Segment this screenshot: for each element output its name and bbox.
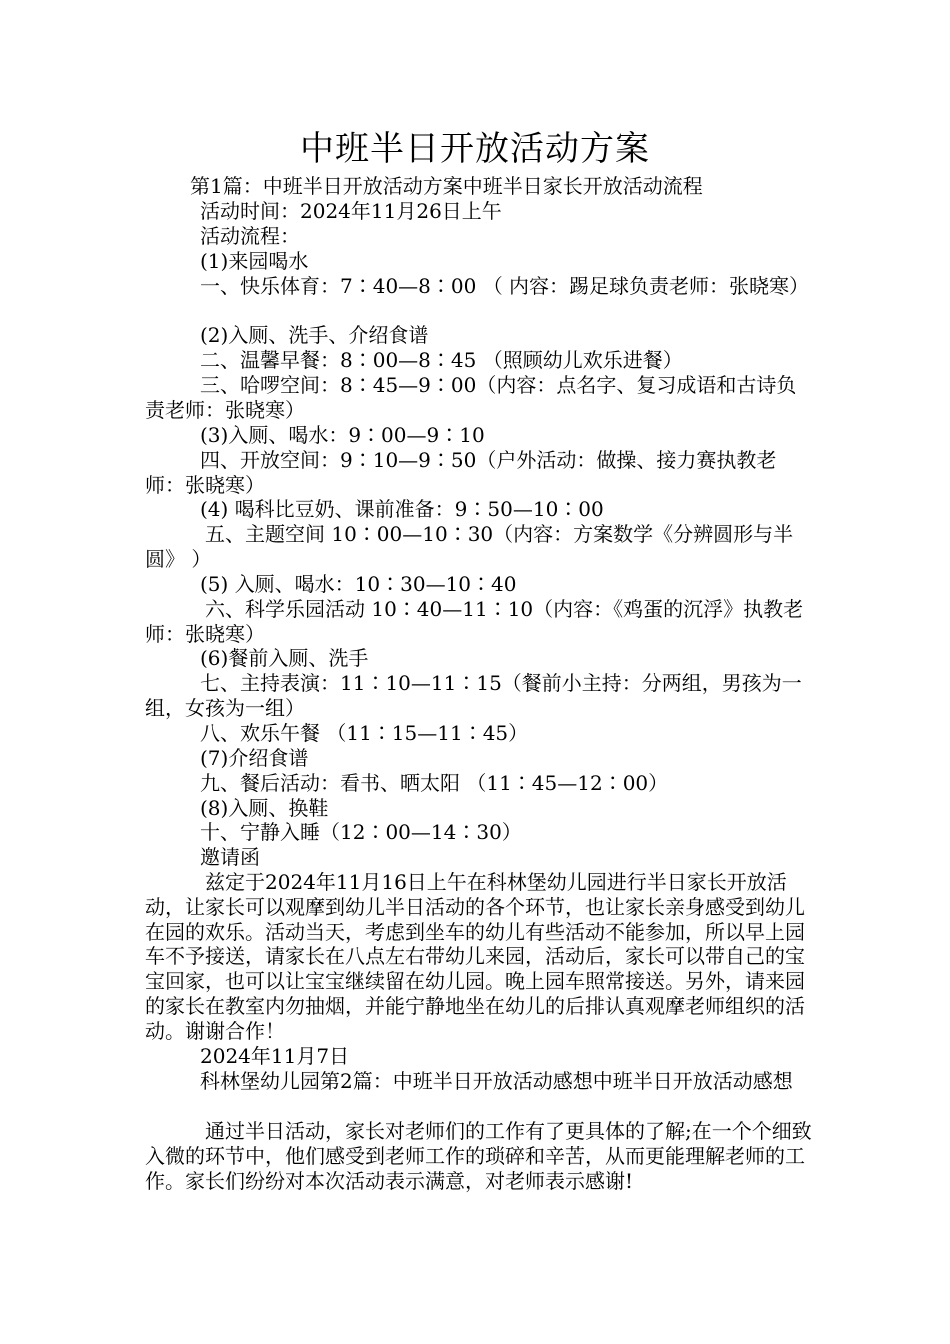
flow-item: 三、哈啰空间：8∶45—9∶00（内容：点名字、复习成语和古诗负责老师：张晓寒） — [145, 373, 797, 422]
flow-item: (6)餐前入厕、洗手 — [200, 646, 369, 670]
flow-item: 二、温馨早餐：8∶00—8∶45 （照顾幼儿欢乐进餐） — [200, 348, 683, 372]
flow-item: (8)入厕、换鞋 — [200, 796, 329, 820]
invitation-date: 2024年11月7日 — [200, 1044, 350, 1068]
reflection-body: 通过半日活动，家长对老师们的工作有了更具体的了解;在一个个细致入微的环节中，他们感受到老师工作的琐碎和辛苦，从而更能理解老师的工作。家长们纷纷对本次活动表示满意，对老师表示感谢! — [145, 1119, 812, 1193]
invitation-heading: 邀请函 — [200, 845, 260, 869]
flow-item: 六、科学乐园活动 10∶40—11∶10（内容：《鸡蛋的沉浮》执教老师：张晓寒） — [145, 597, 804, 646]
flow-item: 八、欢乐午餐 （11∶15—11∶45） — [200, 721, 529, 745]
chapter-2-heading: 科林堡幼儿园第2篇：中班半日开放活动感想中班半日开放活动感想 — [200, 1069, 793, 1093]
flow-item: (1)来园喝水 — [200, 249, 309, 273]
document-title: 中班半日开放活动方案 — [300, 129, 650, 169]
flow-item: 十、宁静入睡（12∶00—14∶30） — [200, 820, 522, 844]
flow-item: 四、开放空间：9∶10—9∶50（户外活动：做操、接力赛执教老师：张晓寒） — [145, 448, 777, 497]
activity-flow-label: 活动流程： — [200, 224, 300, 248]
activity-time: 活动时间：2024年11月26日上午 — [200, 199, 502, 223]
flow-item: (4) 喝科比豆奶、课前准备：9∶50—10∶00 — [200, 497, 604, 521]
flow-item: 七、主持表演：11∶10—11∶15（餐前小主持：分两组，男孩为一组，女孩为一组） — [145, 671, 802, 720]
flow-item: (3)入厕、喝水：9∶00—9∶10 — [200, 423, 485, 447]
chapter-1-heading: 第1篇：中班半日开放活动方案中班半日家长开放活动流程 — [190, 174, 703, 198]
invitation-body: 兹定于2024年11月16日上午在科林堡幼儿园进行半日家长开放活动，让家长可以观摩到幼儿半日活动的各个环节，也让家长亲身感受到幼儿在园的欢乐。活动当天，考虑到坐车的幼儿有些活动不能参加，所以早上园车不予接送，请家长在八点左右带幼儿来园，活动后，家长可以带自己的宝宝回家，也可以让宝宝继续留在幼儿园。晚上园车照常接送。另外，请来园的家长在教室内勿抽烟，并能宁静地坐在幼儿的后排认真观摩老师组织的活动。谢谢合作！ — [145, 870, 805, 1043]
flow-item: (2)入厕、洗手、介绍食谱 — [200, 323, 429, 347]
flow-item: (5) 入厕、喝水：10∶30—10∶40 — [200, 572, 517, 596]
flow-item: 一、快乐体育：7∶40—8∶00 （ 内容：踢足球负责老师：张晓寒） — [200, 274, 810, 298]
flow-item: 五、主题空间 10∶00—10∶30（内容：方案数学《分辨圆形与半圆》 ） — [145, 522, 794, 571]
flow-item: 九、餐后活动：看书、晒太阳 （11∶45—12∶00） — [200, 771, 669, 795]
flow-item: (7)介绍食谱 — [200, 746, 309, 770]
